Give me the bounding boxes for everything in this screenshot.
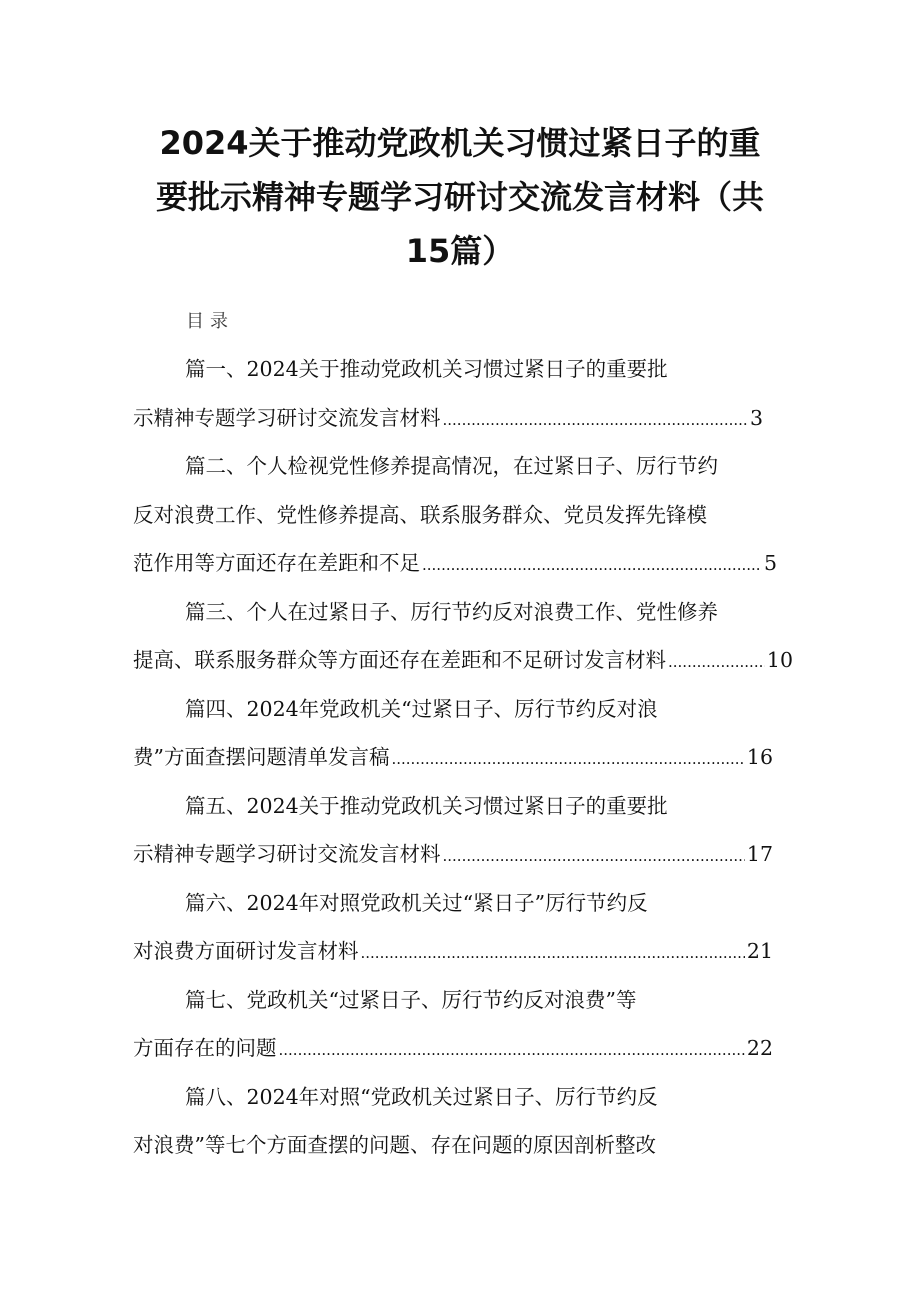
document-title — [140, 116, 780, 278]
toc-entry-5-last-line[interactable] — [133, 839, 773, 871]
toc-entry-3-page: 10 — [766, 648, 793, 672]
toc-entry-2-page: 5 — [763, 551, 777, 575]
toc-leader-dots — [361, 938, 745, 968]
toc-entry-4-last-line[interactable] — [133, 742, 773, 774]
toc-entry-3-last-line[interactable] — [133, 645, 793, 677]
toc-entry-4-page: 16 — [746, 745, 773, 769]
toc-leader-dots — [443, 405, 748, 435]
toc-entry-7-first-line[interactable]: 篇七、党政机关“过紧日子、厉行节约反对浪费”等 — [185, 988, 637, 1012]
title-line-2: 要批示精神专题学习研讨交流发言材料（共 — [155, 178, 764, 216]
toc-entry-7-page: 22 — [746, 1036, 773, 1060]
toc-entry-5-page: 17 — [746, 842, 773, 866]
title-line-3: 15篇） — [405, 232, 515, 270]
toc-entry-4-last-text: 费”方面查摆问题清单发言稿 — [133, 745, 390, 769]
toc-entry-8-first-line[interactable]: 篇八、2024年对照“党政机关过紧日子、厉行节约反 — [185, 1085, 658, 1109]
toc-entry-3-last-text: 提高、联系服务群众等方面还存在差距和不足研讨发言材料 — [133, 648, 666, 672]
toc-leader-dots — [668, 647, 765, 677]
toc-leader-dots — [422, 550, 762, 580]
toc-entry-6-page: 21 — [746, 939, 773, 963]
title-line-1: 2024关于推动党政机关习惯过紧日子的重 — [159, 124, 761, 162]
toc-heading: 目录 — [186, 311, 234, 332]
toc-entry-8-middle-line[interactable]: 对浪费”等七个方面查摆的问题、存在问题的原因剖析整改 — [133, 1133, 656, 1157]
toc-entry-2-first-line[interactable]: 篇二、个人检视党性修养提高情况，在过紧日子、厉行节约 — [185, 454, 718, 478]
toc-entry-2-middle-line[interactable]: 反对浪费工作、党性修养提高、联系服务群众、党员发挥先锋模 — [133, 503, 707, 527]
toc-entry-1-first-line[interactable]: 篇一、2024关于推动党政机关习惯过紧日子的重要批 — [185, 357, 668, 381]
toc-entry-7-last-line[interactable] — [133, 1033, 773, 1065]
toc-entry-6-last-text: 对浪费方面研讨发言材料 — [133, 939, 359, 963]
toc-entry-3-first-line[interactable]: 篇三、个人在过紧日子、厉行节约反对浪费工作、党性修养 — [185, 600, 718, 624]
toc-entry-5-last-text: 示精神专题学习研讨交流发言材料 — [133, 842, 441, 866]
toc-entry-4-first-line[interactable]: 篇四、2024年党政机关“过紧日子、厉行节约反对浪 — [185, 697, 658, 721]
toc-entry-5-first-line[interactable]: 篇五、2024关于推动党政机关习惯过紧日子的重要批 — [185, 794, 668, 818]
toc-leader-dots — [279, 1035, 745, 1065]
toc-leader-dots — [391, 744, 744, 774]
toc-entry-2-last-line[interactable] — [133, 548, 777, 580]
toc-entry-7-last-text: 方面存在的问题 — [133, 1036, 277, 1060]
toc-entry-2-last-text: 范作用等方面还存在差距和不足 — [133, 551, 420, 575]
toc-entry-6-last-line[interactable] — [133, 936, 773, 968]
toc-entry-6-first-line[interactable]: 篇六、2024年对照党政机关过“紧日子”厉行节约反 — [185, 891, 648, 915]
toc-entry-1-last-line[interactable] — [133, 403, 763, 435]
toc-leader-dots — [443, 841, 745, 871]
toc-entry-1-last-text: 示精神专题学习研讨交流发言材料 — [133, 406, 441, 430]
toc-entry-1-page: 3 — [749, 406, 763, 430]
